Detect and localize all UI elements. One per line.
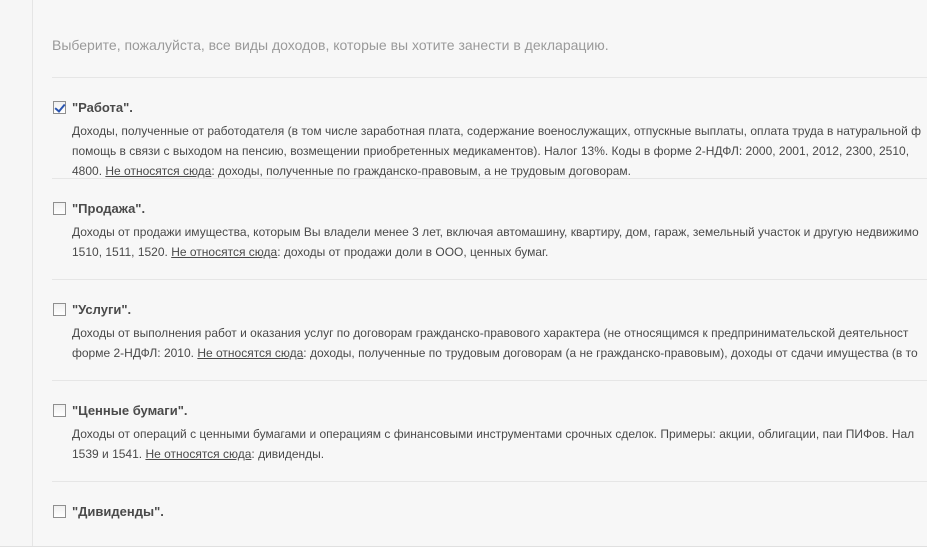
income-item-services (52, 279, 927, 380)
desc-line (72, 242, 919, 262)
left-rail (0, 0, 33, 547)
income-item-sale (52, 178, 927, 279)
income-item-work (52, 77, 927, 178)
income-desc-services (72, 323, 918, 363)
checkbox-securities[interactable] (53, 404, 66, 417)
checkbox-dividends[interactable] (53, 505, 66, 518)
desc-line: Доходы от выполнения работ и оказания услуг по договорам гражданско-правового характера (не относящимся к предпринимательской деятельност (72, 326, 909, 340)
checkbox-sale[interactable] (53, 202, 66, 215)
desc-line: помощь в связи с выходом на пенсию, возмещении приобретенных медикаментов). Налог 13%. Коды в форме 2-НДФЛ: 2000, 2001, 2012, 2300, 2510, (72, 144, 910, 158)
desc-text: : доходы, полученные по трудовым договорам (а не гражданско-правовым), доходы от сдачи имущества (в то (303, 346, 918, 360)
not-here-link[interactable]: Не относятся сюда (145, 447, 252, 461)
desc-text: : доходы от продажи доли в ООО, ценных бумаг. (277, 245, 549, 259)
income-title-work[interactable]: "Работа". (72, 100, 133, 115)
desc-line: Доходы от продажи имущества, которым Вы владели менее 3 лет, включая автомашину, квартиру, дом, гараж, земельный участок и другую недвижимо (72, 225, 919, 239)
not-here-link[interactable]: Не относятся сюда (197, 346, 304, 360)
checkbox-work[interactable] (53, 101, 66, 114)
not-here-link[interactable]: Не относятся сюда (171, 245, 278, 259)
desc-text: форме 2-НДФЛ: 2010. (72, 346, 198, 360)
desc-text: : доходы, полученные по гражданско-правовым, а не трудовым договорам. (211, 164, 632, 178)
desc-text: : дивиденды. (251, 447, 325, 461)
not-here-link[interactable]: Не относятся сюда (105, 164, 212, 178)
income-desc-work (72, 121, 921, 181)
income-title-services[interactable]: "Услуги". (72, 302, 132, 317)
income-title-dividends[interactable]: "Дивиденды". (72, 504, 164, 519)
intro-text: Выберите, пожалуйста, все виды доходов, которые вы хотите занести в декларацию. (52, 37, 609, 53)
desc-text: 1539 и 1541. (72, 447, 146, 461)
desc-line: Доходы, полученные от работодателя (в том числе заработная плата, содержание военослужащих, отпускные выплаты, оплата труда в натуральной ф (72, 124, 921, 138)
income-desc-securities (72, 424, 914, 464)
desc-text: 4800. (72, 164, 106, 178)
income-desc-sale (72, 222, 919, 262)
income-item-dividends (52, 481, 927, 547)
checkbox-services[interactable] (53, 303, 66, 316)
income-title-sale[interactable]: "Продажа". (72, 201, 146, 216)
income-item-securities (52, 380, 927, 481)
desc-line (72, 444, 914, 464)
income-title-securities[interactable]: "Ценные бумаги". (72, 403, 188, 418)
desc-line (72, 343, 918, 363)
income-type-list (52, 77, 927, 547)
income-types-panel (33, 0, 927, 547)
desc-text: 1510, 1511, 1520. (72, 245, 172, 259)
desc-line: Доходы от операций с ценными бумагами и операциям с финансовыми инструментами срочных сделок. Примеры: акции, облигации, паи ПИФов. Нал (72, 427, 915, 441)
